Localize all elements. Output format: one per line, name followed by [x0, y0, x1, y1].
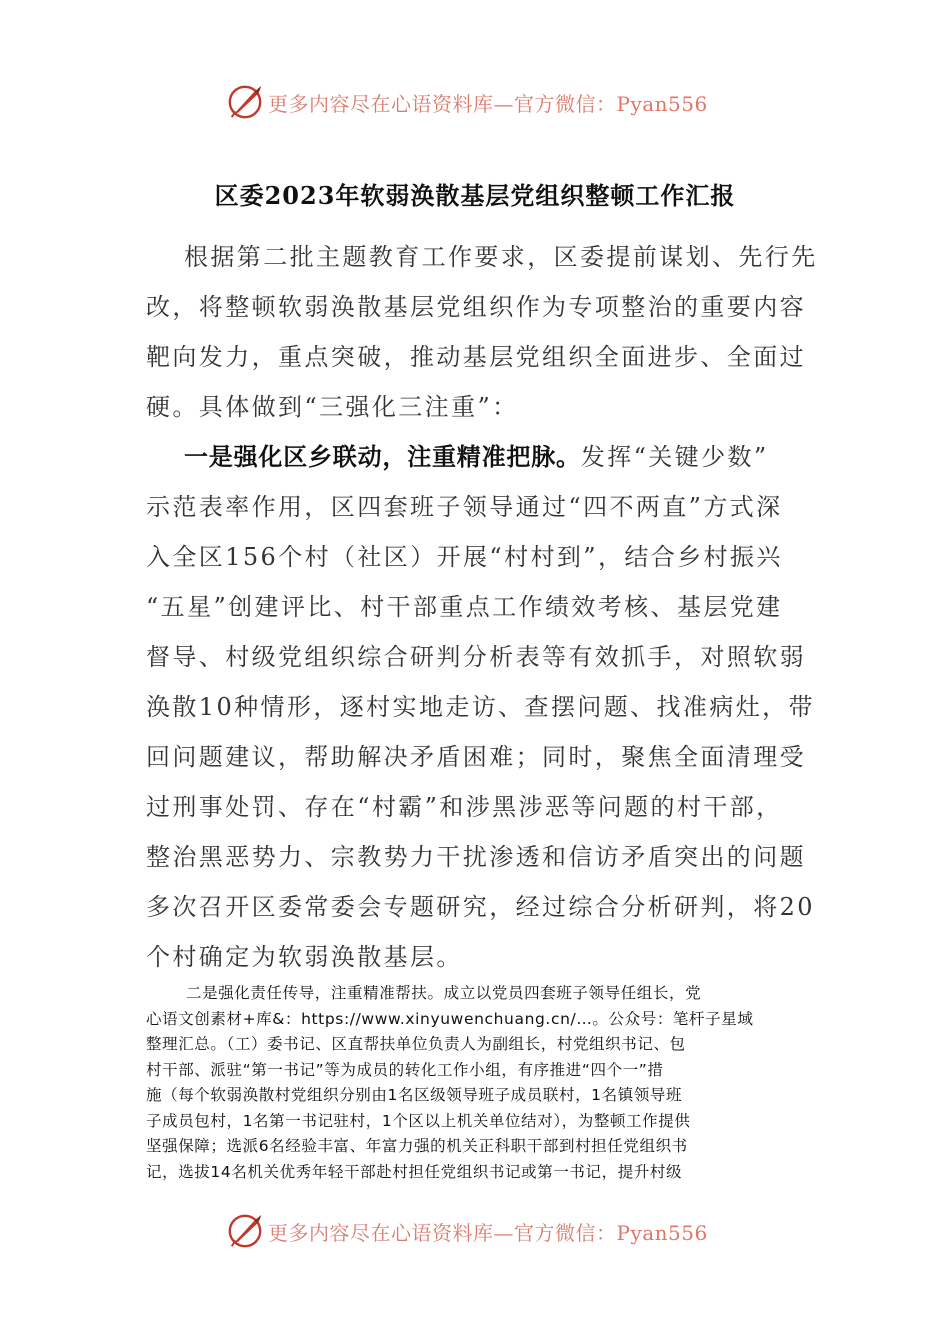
- document-title: 区委2023年软弱涣散基层党组织整顿工作汇报: [214, 181, 736, 210]
- section-1-paragraph: [146, 432, 815, 982]
- text-line: 涣散10种情形，逐村实地走访、查摆问题、找准病灶，带: [146, 693, 815, 721]
- text-line: 根据第二批主题教育工作要求，区委提前谋划、先行先: [184, 243, 818, 271]
- text-line: 示范表率作用，区四套班子领导通过“四不两直”方式深: [146, 493, 783, 521]
- text-line: 心语文创素材+库&：https://www.xinyuwenchuang.cn/…。公众号：笔杆子星域: [146, 1009, 754, 1028]
- text-line: 整理汇总。（工）委书记、区直帮扶单位负责人为副组长，村党组织书记、包: [146, 1035, 686, 1053]
- text-line: 记，选拔14名机关优秀年轻干部赴村担任党组织书记或第一书记，提升村级: [146, 1162, 683, 1181]
- text-line: 入全区156个村（社区）开展“村村到”，结合乡村振兴: [146, 543, 783, 571]
- text-line: 子成员包村，1名第一书记驻村，1个区以上机关单位结对），为整顿工作提供: [146, 1111, 691, 1130]
- text-line: 村干部、派驻“第一书记”等为成员的转化工作小组，有序推进“四个一”措: [146, 1060, 664, 1079]
- text-line: 个村确定为软弱涣散基层。: [146, 943, 463, 971]
- text-line: 靶向发力，重点突破，推动基层党组织全面进步、全面过: [146, 343, 806, 371]
- text-line: 二是强化责任传导，注重精准帮扶。成立以党员四套班子领导任组长，党: [186, 984, 702, 1002]
- text-line: 过刑事处罚、存在“村霸”和涉黑涉恶等问题的村干部，: [146, 793, 783, 821]
- watermark-banner-top: [226, 82, 726, 122]
- section-1-first-line: 发挥“关键少数”: [580, 443, 769, 471]
- text-line: [146, 432, 806, 482]
- watermark-banner-bottom: [226, 1211, 726, 1251]
- section-2-paragraph: [146, 981, 808, 1185]
- text-line: 坚强保障；选派6名经验丰富、年富力强的机关正科职干部到村担任党组织书: [146, 1137, 688, 1155]
- text-line: 整治黑恶势力、宗教势力干扰渗透和信访矛盾突出的问题: [146, 843, 806, 871]
- intro-paragraph: [146, 232, 818, 432]
- quill-logo-icon: [226, 1212, 264, 1250]
- text-line: 多次召开区委常委会专题研究，经过综合分析研判，将20: [146, 893, 815, 921]
- text-line: 督导、村级党组织综合研判分析表等有效抓手，对照软弱: [146, 643, 806, 671]
- text-line: 改，将整顿软弱涣散基层党组织作为专项整治的重要内容: [146, 293, 806, 321]
- banner-text: 更多内容尽在心语资料库—官方微信：Pyan556: [268, 1220, 708, 1245]
- text-line: 回问题建议，帮助解决矛盾困难；同时，聚焦全面清理受: [146, 743, 806, 771]
- banner-wechat-id: Pyan556: [616, 91, 708, 116]
- text-line: 施（每个软弱涣散村党组织分别由1名区级领导班子成员联村，1名镇领导班: [146, 1086, 683, 1104]
- text-line: 硬。具体做到“三强化三注重”：: [146, 393, 519, 421]
- banner-wechat-id: Pyan556: [616, 1220, 708, 1245]
- section-1-heading: 一是强化区乡联动，注重精准把脉。: [184, 442, 581, 471]
- text-line: “五星”创建评比、村干部重点工作绩效考核、基层党建: [146, 593, 783, 621]
- quill-logo-icon: [226, 83, 264, 121]
- banner-text: 更多内容尽在心语资料库—官方微信：Pyan556: [268, 91, 708, 116]
